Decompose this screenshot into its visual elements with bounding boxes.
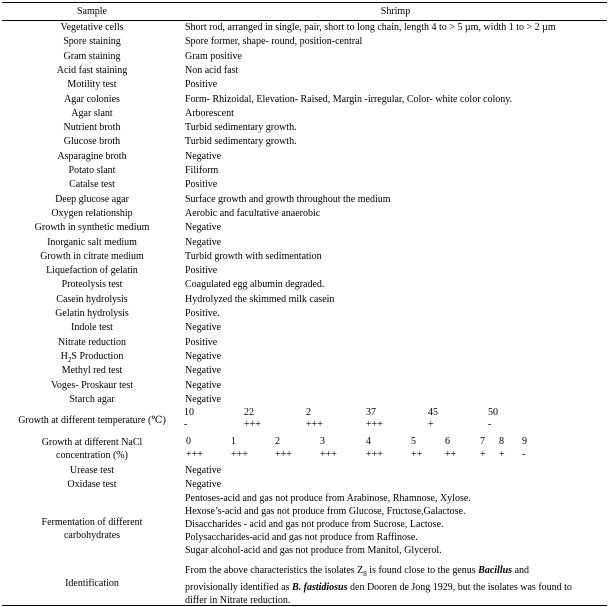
row-value: Positive	[185, 179, 218, 191]
table-row	[2, 93, 607, 107]
row-label: Indole test	[71, 322, 113, 334]
nacl-result: +++	[275, 449, 292, 460]
nacl-value: 3	[320, 436, 325, 447]
table-row	[2, 464, 607, 478]
nacl-row	[2, 434, 607, 464]
temperature-value: 45	[428, 407, 438, 418]
row-value: Negative	[185, 350, 222, 362]
nacl-value: 4	[366, 436, 371, 447]
table-row	[2, 193, 607, 207]
temperature-row	[2, 407, 607, 433]
row-label: Liquefaction of gelatin	[46, 265, 138, 277]
row-label: Growth in synthetic medium	[34, 222, 150, 234]
row-value: Gram positive	[185, 50, 242, 62]
table-row	[2, 379, 607, 393]
temperature-result: +	[428, 419, 434, 430]
row-value: Negative	[185, 150, 222, 162]
row-value: Form- Rhizoidal, Elevation- Raised, Margin -irregular, Color- white color colony.	[185, 93, 513, 105]
row-value: Negative	[185, 479, 222, 490]
nacl-result: +++	[366, 449, 383, 460]
row-value: Positive.	[185, 308, 220, 319]
nacl-result: +++	[186, 449, 203, 460]
table-row	[2, 21, 607, 35]
row-value: Coagulated egg albumin degraded.	[185, 279, 325, 291]
row-label: Vegetative cells	[60, 22, 124, 33]
header-sample: Sample	[77, 6, 107, 17]
row-value: Negative	[185, 222, 222, 234]
fermentation-line: Pentoses-acid and gas not produce from Arabinose, Rhamnose, Xylose.	[185, 493, 471, 504]
row-label: Proteolysis test	[61, 279, 123, 291]
table-row	[2, 364, 607, 378]
nacl-value: 2	[275, 436, 280, 447]
table-row	[2, 321, 607, 335]
temperature-value: 10	[184, 407, 194, 418]
id-line1-sub: 8	[363, 570, 367, 578]
row-value: Negative	[185, 365, 222, 377]
table-row	[2, 207, 607, 221]
row-label: Starch agar	[69, 393, 115, 405]
temperature-result: -	[184, 419, 188, 430]
row-label: Acid fast staining	[56, 64, 128, 76]
nacl-label-line2: concentration (%)	[56, 450, 128, 461]
row-value: Turbid sedimentary growth.	[185, 136, 297, 148]
row-label: Nitrate reduction	[57, 336, 127, 348]
row-value: Negative	[185, 236, 222, 248]
characteristics-table	[2, 2, 607, 606]
table-row	[2, 164, 607, 178]
table-row	[2, 221, 607, 235]
table-row	[2, 178, 607, 192]
id-line1-a: From the above characteristics the isolates Z	[185, 565, 364, 576]
row-label: Glucose broth	[63, 136, 121, 148]
table-row	[2, 250, 607, 264]
row-value: Turbid sedimentary growth.	[185, 122, 297, 134]
row-label: Asparagine broth	[57, 150, 127, 162]
table-row	[2, 264, 607, 278]
row-label: Methyl red test	[61, 365, 123, 377]
row-value: Positive	[185, 336, 218, 348]
table-row	[2, 50, 607, 64]
nacl-value: 0	[186, 436, 191, 447]
row-label: Spore staining	[63, 36, 121, 48]
table-row	[2, 336, 607, 350]
temperature-label: Growth at different temperature (℃)	[18, 415, 166, 426]
id-line1-b: is found close to the genus	[366, 565, 479, 576]
table-header	[2, 3, 607, 21]
table-row	[2, 236, 607, 250]
row-value: Aerobic and facultative anaerobic	[185, 207, 321, 219]
row-label: Catalse test	[69, 179, 115, 191]
temperature-result: +++	[366, 419, 383, 430]
fermentation-label-line2: carbohydrates	[63, 530, 121, 541]
id-line2-b: den Dooren de Jong 1929, but the isolates was found to	[347, 582, 572, 593]
nacl-result: ++	[445, 449, 457, 460]
fermentation-row	[2, 492, 607, 560]
nacl-result: +	[480, 449, 486, 460]
header-shrimp: Shrimp	[380, 6, 411, 17]
row-value: Positive	[185, 79, 218, 91]
nacl-value: 1	[231, 436, 236, 447]
row-value: Negative	[185, 393, 222, 405]
nacl-value: 6	[445, 436, 450, 447]
id-line1-c: and	[512, 565, 530, 576]
identification-text	[185, 564, 605, 607]
temperature-result: -	[488, 419, 492, 430]
nacl-label-line1: Growth at different NaCl	[41, 437, 143, 448]
fermentation-values	[185, 492, 605, 557]
fermentation-line: Polysaccharides-acid and gas not produce from Raffinose.	[185, 532, 418, 543]
id-species: B. fastidiosus	[291, 582, 348, 593]
row-value: Hydrolyzed the skimmed milk casein	[185, 293, 335, 305]
temperature-result: +++	[306, 419, 323, 430]
id-line2-a: provisionally identified as	[185, 582, 292, 593]
row-value: Negative	[185, 322, 222, 334]
temperature-value: 50	[488, 407, 498, 418]
row-label: Oxygen relationship	[51, 207, 133, 219]
nacl-value: 9	[522, 436, 527, 447]
row-label: Gram staining	[63, 50, 121, 62]
fermentation-line: Disaccharides - acid and gas not produce from Sucrose, Lactose.	[185, 519, 444, 530]
row-value: Turbid growth with sedimentation	[185, 250, 322, 262]
row-value: Short rod, arranged in single, pair, short to long chain, length 4 to > 5 µm, width 1 to > 2 µm	[185, 22, 556, 33]
row-value: Negative	[185, 465, 222, 476]
id-line3: differ in Nitrate reduction.	[185, 595, 291, 606]
nacl-value: 7	[480, 436, 485, 447]
row-label: Inorganic salt medium	[47, 236, 137, 248]
row-label: Oxidase test	[67, 479, 117, 490]
row-label: Urease test	[69, 465, 115, 476]
table-row	[2, 150, 607, 164]
row-value: Negative	[185, 379, 222, 391]
nacl-value: 8	[499, 436, 504, 447]
row-value: Surface growth and growth throughout the medium	[185, 193, 391, 205]
row-label: Agar colonies	[64, 93, 120, 105]
row-label: Motility test	[67, 79, 117, 91]
temperature-value: 2	[306, 407, 311, 418]
row-label: Casein hydrolysis	[56, 293, 128, 305]
table-row	[2, 293, 607, 307]
temperature-result: +++	[244, 419, 261, 430]
row-label: Voges- Proskaur test	[50, 379, 134, 391]
identification-label: Identification	[65, 578, 119, 589]
nacl-result: +++	[320, 449, 337, 460]
temperature-value: 22	[244, 407, 254, 418]
table-row	[2, 350, 607, 364]
row-label: Nutrient broth	[63, 122, 121, 134]
nacl-value: 5	[411, 436, 416, 447]
row-value: Non acid fast	[185, 64, 239, 76]
row-label: Potato slant	[68, 165, 116, 176]
row-label: Growth in citrate medium	[40, 250, 144, 262]
nacl-result: -	[522, 449, 526, 460]
nacl-result: +	[499, 449, 505, 460]
table-row	[2, 478, 607, 492]
table-row	[2, 107, 607, 121]
table-row	[2, 121, 607, 135]
fermentation-line: Sugar alcohol-acid and gas not produce from Manitol, Glycerol.	[185, 545, 442, 556]
table-row	[2, 64, 607, 78]
id-genus: Bacillus	[478, 565, 513, 576]
nacl-result: ++	[411, 449, 423, 460]
table-row	[2, 35, 607, 49]
identification-row	[2, 564, 607, 604]
table-row	[2, 78, 607, 92]
fermentation-label-line1: Fermentation of different	[41, 517, 143, 528]
row-value: Arborescent	[185, 107, 234, 119]
row-label: Deep glucose agar	[55, 193, 129, 205]
table-row	[2, 278, 607, 292]
table-row	[2, 307, 607, 321]
row-value: Filiform	[185, 165, 219, 176]
row-label: Gelatin hydrolysis	[55, 308, 129, 319]
temperature-value: 37	[366, 407, 376, 418]
nacl-result: +++	[231, 449, 248, 460]
table-row	[2, 393, 607, 407]
row-value: Spore former, shape- round, position-central	[185, 36, 363, 48]
row-label: $H_2S$ Production	[60, 350, 124, 364]
row-value: Positive	[185, 265, 218, 277]
fermentation-line: Hexose’s-acid and gas not produce from Glucose, Fructose,Galactose.	[185, 506, 466, 517]
table-row	[2, 135, 607, 149]
row-label: Agar slant	[71, 107, 113, 119]
